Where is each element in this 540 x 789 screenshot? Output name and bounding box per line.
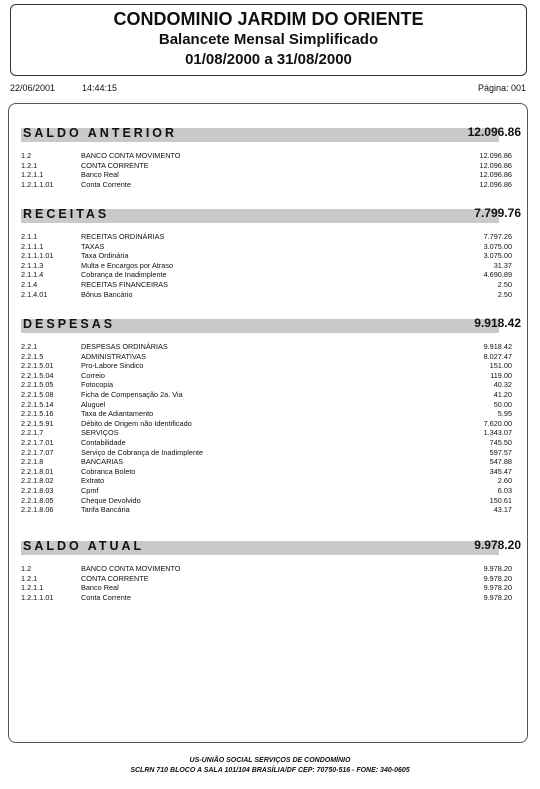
account-desc: Taxa Ordinária bbox=[81, 251, 129, 261]
account-code: 2.2.1.5.04 bbox=[21, 370, 54, 380]
account-code: 2.1.4 bbox=[21, 279, 38, 289]
report-period: 01/08/2000 a 31/08/2000 bbox=[185, 51, 352, 68]
section-header-bar bbox=[21, 206, 521, 223]
footer-company: US-UNIÃO SOCIAL SERVIÇOS DE CONDOMÍNIO bbox=[189, 757, 351, 764]
table-row bbox=[21, 467, 521, 477]
account-code: 2.2.1.8.05 bbox=[21, 495, 54, 505]
table-row bbox=[21, 232, 521, 242]
account-code: 2.1.1.1 bbox=[21, 241, 44, 251]
account-amount: 547.88 bbox=[489, 457, 512, 467]
report-footer bbox=[0, 756, 540, 776]
print-date: 22/06/2001 bbox=[10, 83, 56, 93]
account-code: 1.2 bbox=[21, 151, 32, 160]
section-despesas bbox=[21, 316, 521, 515]
account-code: 2.2.1.7.07 bbox=[21, 447, 54, 457]
account-code: 2.2.1.8.02 bbox=[21, 476, 54, 486]
account-code: 2.2.1.5.08 bbox=[21, 389, 54, 399]
account-code: 2.2.1.5.05 bbox=[21, 380, 54, 390]
section-title: SALDO ANTERIOR bbox=[23, 126, 178, 140]
account-amount: 12.096.86 bbox=[479, 160, 512, 170]
account-amount: 9.978.20 bbox=[483, 592, 512, 602]
account-amount: 2.50 bbox=[497, 289, 512, 299]
account-desc: Pro-Labore Sindico bbox=[81, 361, 144, 371]
account-desc: Cobrança de Inadimplente bbox=[81, 270, 167, 280]
section-header-bar bbox=[21, 125, 521, 142]
table-row bbox=[21, 496, 521, 506]
account-desc: ADMINISTRATIVAS bbox=[81, 351, 147, 361]
account-desc: Extrato bbox=[81, 476, 105, 486]
account-code: 1.2.1.1 bbox=[21, 170, 44, 180]
account-amount: 9.978.20 bbox=[483, 573, 512, 583]
section-total: 7.799.76 bbox=[474, 206, 521, 220]
table-row bbox=[21, 476, 521, 486]
account-desc: Correio bbox=[81, 370, 105, 380]
section-total: 12.096.86 bbox=[467, 125, 521, 139]
account-amount: 31.37 bbox=[493, 260, 512, 270]
table-row bbox=[21, 290, 521, 300]
table-row bbox=[21, 409, 521, 419]
account-code: 2.2.1.8.06 bbox=[21, 505, 54, 515]
table-row bbox=[21, 270, 521, 280]
account-desc: Cobranca Boleto bbox=[81, 466, 136, 476]
table-row bbox=[21, 170, 521, 180]
account-desc: CONTA CORRENTE bbox=[81, 160, 149, 170]
condo-title: CONDOMINIO JARDIM DO ORIENTE bbox=[113, 9, 424, 29]
account-amount: 12.096.86 bbox=[479, 170, 512, 180]
table-row bbox=[21, 457, 521, 467]
account-code: 2.2.1 bbox=[21, 342, 38, 351]
report-body bbox=[8, 103, 528, 743]
table-row bbox=[21, 280, 521, 290]
table-row bbox=[21, 390, 521, 400]
table-row bbox=[21, 371, 521, 381]
account-code: 2.1.1.1.01 bbox=[21, 251, 54, 261]
table-row bbox=[21, 438, 521, 448]
account-amount: 12.096.86 bbox=[479, 179, 512, 189]
account-code: 2.1.4.01 bbox=[21, 289, 48, 299]
table-row bbox=[21, 161, 521, 171]
account-amount: 9.918.42 bbox=[483, 342, 512, 351]
print-time: 14:44:15 bbox=[82, 83, 118, 93]
section-receitas bbox=[21, 206, 521, 299]
section-saldo-atual bbox=[21, 538, 521, 602]
page-number: Página: 001 bbox=[477, 83, 526, 93]
table-row bbox=[21, 505, 521, 515]
section-title: RECEITAS bbox=[23, 207, 110, 221]
account-code: 2.2.1.7 bbox=[21, 428, 44, 438]
account-desc: Taxa de Adiantamento bbox=[81, 409, 154, 419]
account-code: 2.2.1.7.01 bbox=[21, 437, 54, 447]
account-desc: DESPESAS ORDINÁRIAS bbox=[81, 342, 168, 351]
account-code: 1.2 bbox=[21, 564, 32, 573]
account-desc: Cpmf bbox=[81, 485, 99, 495]
account-amount: 9.978.20 bbox=[483, 564, 512, 573]
table-row bbox=[21, 593, 521, 603]
table-row bbox=[21, 342, 521, 352]
account-amount: 9.978.20 bbox=[483, 583, 512, 593]
account-amount: 8.027.47 bbox=[483, 351, 512, 361]
account-code: 2.2.1.8.01 bbox=[21, 466, 54, 476]
account-amount: 1.343.07 bbox=[483, 428, 512, 438]
account-amount: 2.60 bbox=[497, 476, 512, 486]
account-amount: 7.797.26 bbox=[483, 232, 512, 241]
account-amount: 150.61 bbox=[489, 495, 512, 505]
account-desc: Aluguel bbox=[81, 399, 106, 409]
account-desc: Serviço de Cobrança de Inadimplente bbox=[81, 447, 204, 457]
account-amount: 7.620.00 bbox=[483, 418, 512, 428]
account-code: 2.1.1.3 bbox=[21, 260, 44, 270]
table-row bbox=[21, 251, 521, 261]
section-header-bar bbox=[21, 316, 521, 333]
account-amount: 12.096.86 bbox=[479, 151, 512, 160]
section-total: 9.918.42 bbox=[474, 316, 521, 330]
account-desc: TAXAS bbox=[81, 241, 105, 251]
account-desc: Contabilidade bbox=[81, 437, 126, 447]
account-desc: Tarifa Bancária bbox=[81, 505, 130, 515]
account-code: 2.2.1.5.01 bbox=[21, 361, 54, 371]
account-desc: BANCO CONTA MOVIMENTO bbox=[81, 151, 181, 160]
account-amount: 345.47 bbox=[489, 466, 512, 476]
account-desc: SERVIÇOS bbox=[81, 428, 119, 438]
account-code: 1.2.1.1.01 bbox=[21, 592, 54, 602]
account-amount: 40.32 bbox=[493, 380, 512, 390]
table-row bbox=[21, 380, 521, 390]
account-amount: 41.20 bbox=[493, 389, 512, 399]
table-row bbox=[21, 448, 521, 458]
section-header-bar bbox=[21, 538, 521, 555]
table-row bbox=[21, 564, 521, 574]
account-code: 1.2.1.1.01 bbox=[21, 179, 54, 189]
footer-address: SCLRN 710 BLOCO A SALA 101/104 BRASÍLIA/DF CEP: 70750-516 - FONE: 340-0605 bbox=[130, 767, 410, 774]
table-row bbox=[21, 583, 521, 593]
account-amount: 6.03 bbox=[497, 485, 512, 495]
table-row bbox=[21, 261, 521, 271]
account-desc: RECEITAS FINANCEIRAS bbox=[81, 279, 169, 289]
account-code: 1.2.1 bbox=[21, 573, 38, 583]
account-amount: 3.075.00 bbox=[483, 241, 512, 251]
account-amount: 119.00 bbox=[490, 370, 512, 380]
account-desc: Conta Corrente bbox=[81, 592, 131, 602]
account-code: 2.2.1.8.03 bbox=[21, 485, 54, 495]
account-desc: CONTA CORRENTE bbox=[81, 573, 149, 583]
account-desc: Cheque Devolvido bbox=[81, 495, 141, 505]
account-desc: BANCO CONTA MOVIMENTO bbox=[81, 564, 181, 573]
account-amount: 5.95 bbox=[497, 409, 512, 419]
account-desc: Multa e Encargos por Atraso bbox=[81, 260, 174, 270]
account-amount: 2.50 bbox=[497, 279, 512, 289]
section-total: 9.978.20 bbox=[474, 538, 521, 552]
table-row bbox=[21, 242, 521, 252]
table-row bbox=[21, 400, 521, 410]
account-amount: 3.075.00 bbox=[483, 251, 512, 261]
account-desc: Débito de Origem não Identificado bbox=[81, 418, 192, 428]
account-code: 2.1.1 bbox=[21, 232, 38, 241]
table-row bbox=[21, 151, 521, 161]
account-desc: RECEITAS ORDINÁRIAS bbox=[81, 232, 165, 241]
account-code: 1.2.1 bbox=[21, 160, 38, 170]
table-row bbox=[21, 419, 521, 429]
account-code: 2.2.1.5 bbox=[21, 351, 44, 361]
account-code: 2.2.1.5.91 bbox=[21, 418, 54, 428]
account-code: 2.2.1.8 bbox=[21, 457, 44, 467]
account-code: 1.2.1.1 bbox=[21, 583, 44, 593]
account-amount: 151.00 bbox=[489, 361, 512, 371]
account-code: 2.2.1.5.14 bbox=[21, 399, 54, 409]
report-subtitle: Balancete Mensal Simplificado bbox=[158, 31, 379, 48]
account-code: 2.2.1.5.16 bbox=[21, 409, 54, 419]
account-desc: Bônus Bancário bbox=[81, 289, 133, 299]
table-row bbox=[21, 352, 521, 362]
account-amount: 43.17 bbox=[493, 505, 512, 515]
account-amount: 50.00 bbox=[493, 399, 512, 409]
table-row bbox=[21, 180, 521, 190]
table-row bbox=[21, 361, 521, 371]
table-row bbox=[21, 574, 521, 584]
account-amount: 745.50 bbox=[489, 437, 512, 447]
account-desc: Banco Real bbox=[81, 583, 119, 593]
section-title: SALDO ATUAL bbox=[23, 539, 145, 553]
report-header bbox=[10, 4, 527, 76]
account-desc: Fotocopia bbox=[81, 380, 114, 390]
table-row bbox=[21, 428, 521, 438]
section-title: DESPESAS bbox=[23, 317, 116, 331]
account-code: 2.1.1.4 bbox=[21, 270, 44, 280]
account-amount: 597.57 bbox=[489, 447, 512, 457]
account-desc: Conta Corrente bbox=[81, 179, 131, 189]
table-row bbox=[21, 486, 521, 496]
account-desc: BANCARIAS bbox=[81, 457, 124, 467]
section-saldo-anterior bbox=[21, 125, 521, 189]
account-desc: Ficha de Compensação 2a. Via bbox=[81, 389, 183, 399]
account-desc: Banco Real bbox=[81, 170, 119, 180]
account-amount: 4.690.89 bbox=[483, 270, 512, 280]
